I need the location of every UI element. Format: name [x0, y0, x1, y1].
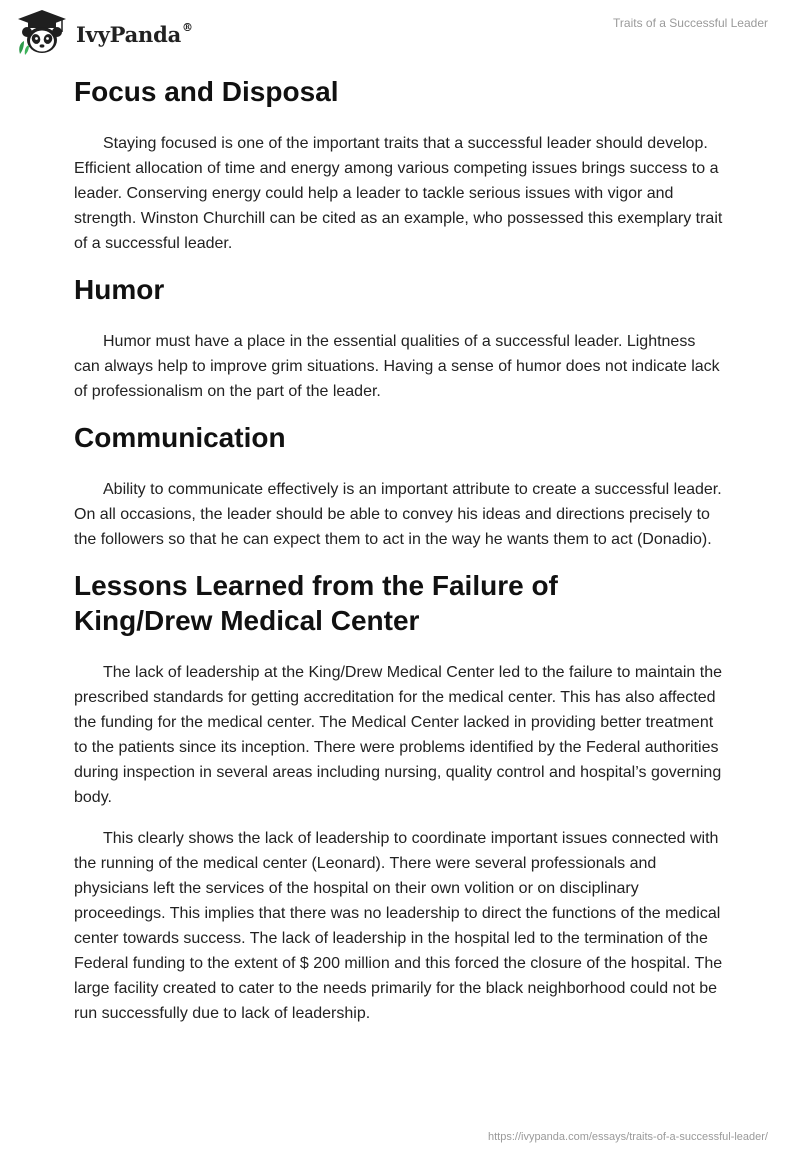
ivypanda-logo[interactable]	[14, 8, 193, 56]
section-heading: Lessons Learned from the Failure of King/Drew Medical Center	[74, 570, 558, 636]
essay-content	[74, 70, 724, 1026]
brand-name: IvyPanda®	[76, 20, 193, 47]
paragraph: This clearly shows the lack of leadership to coordinate important issues connected with the running of the medical center (Leonard). There were several professionals and physicians left the services of the hospital on their own volition or on disciplinary proceedings. This implies that there was no leadership to direct the functions of the medical center towards success. The lack of leadership in the hospital led to the termination of the Federal funding to the extent of $ 200 million and this forced the closure of the hospital. The large facility created to cater to the needs primarily for the black neighborhood could not be run successfully due to lack of leadership.	[74, 830, 723, 1022]
panda-graduate-icon	[14, 8, 70, 56]
paragraph: Humor must have a place in the essential qualities of a successful leader. Lightness can always help to improve grim situations. Having a sense of humor does not indicate lack of professionalism on the part of the leader.	[74, 333, 720, 400]
section-focus-and-disposal	[74, 70, 724, 256]
page-header	[0, 0, 800, 60]
registered-mark: ®	[182, 20, 193, 34]
document-title: Traits of a Successful Leader	[613, 16, 768, 30]
section-heading: Focus and Disposal	[74, 76, 339, 107]
section-lessons-learned	[74, 564, 724, 1026]
paragraph: The lack of leadership at the King/Drew Medical Center led to the failure to maintain the prescribed standards for getting accreditation for the medical center. This has also affected the funding for the medical center. The Medical Center lacked in providing better treatment to the patients since its inception. There were problems identified by the Federal authorities during inspection in several areas including nursing, quality control and hospital’s governing body.	[74, 664, 722, 806]
section-heading: Communication	[74, 422, 286, 453]
source-url[interactable]: https://ivypanda.com/essays/traits-of-a-successful-leader/	[487, 1131, 768, 1143]
paragraph: Staying focused is one of the important traits that a successful leader should develop. Efficient allocation of time and energy among various competing issues brings success to a leader. Conserving energy could help a leader to tackle serious issues with vigor and strength. Winston Churchill can be cited as an example, who possessed this exemplary trait of a successful leader.	[74, 135, 723, 252]
section-heading: Humor	[74, 274, 165, 305]
paragraph: Ability to communicate effectively is an important attribute to create a successful leader. On all occasions, the leader should be able to convey his ideas and directions precisely to the followers so that he can expect them to act in the way he wants them to act (Donadio).	[74, 481, 722, 548]
section-communication	[74, 416, 724, 552]
section-humor	[74, 268, 724, 404]
